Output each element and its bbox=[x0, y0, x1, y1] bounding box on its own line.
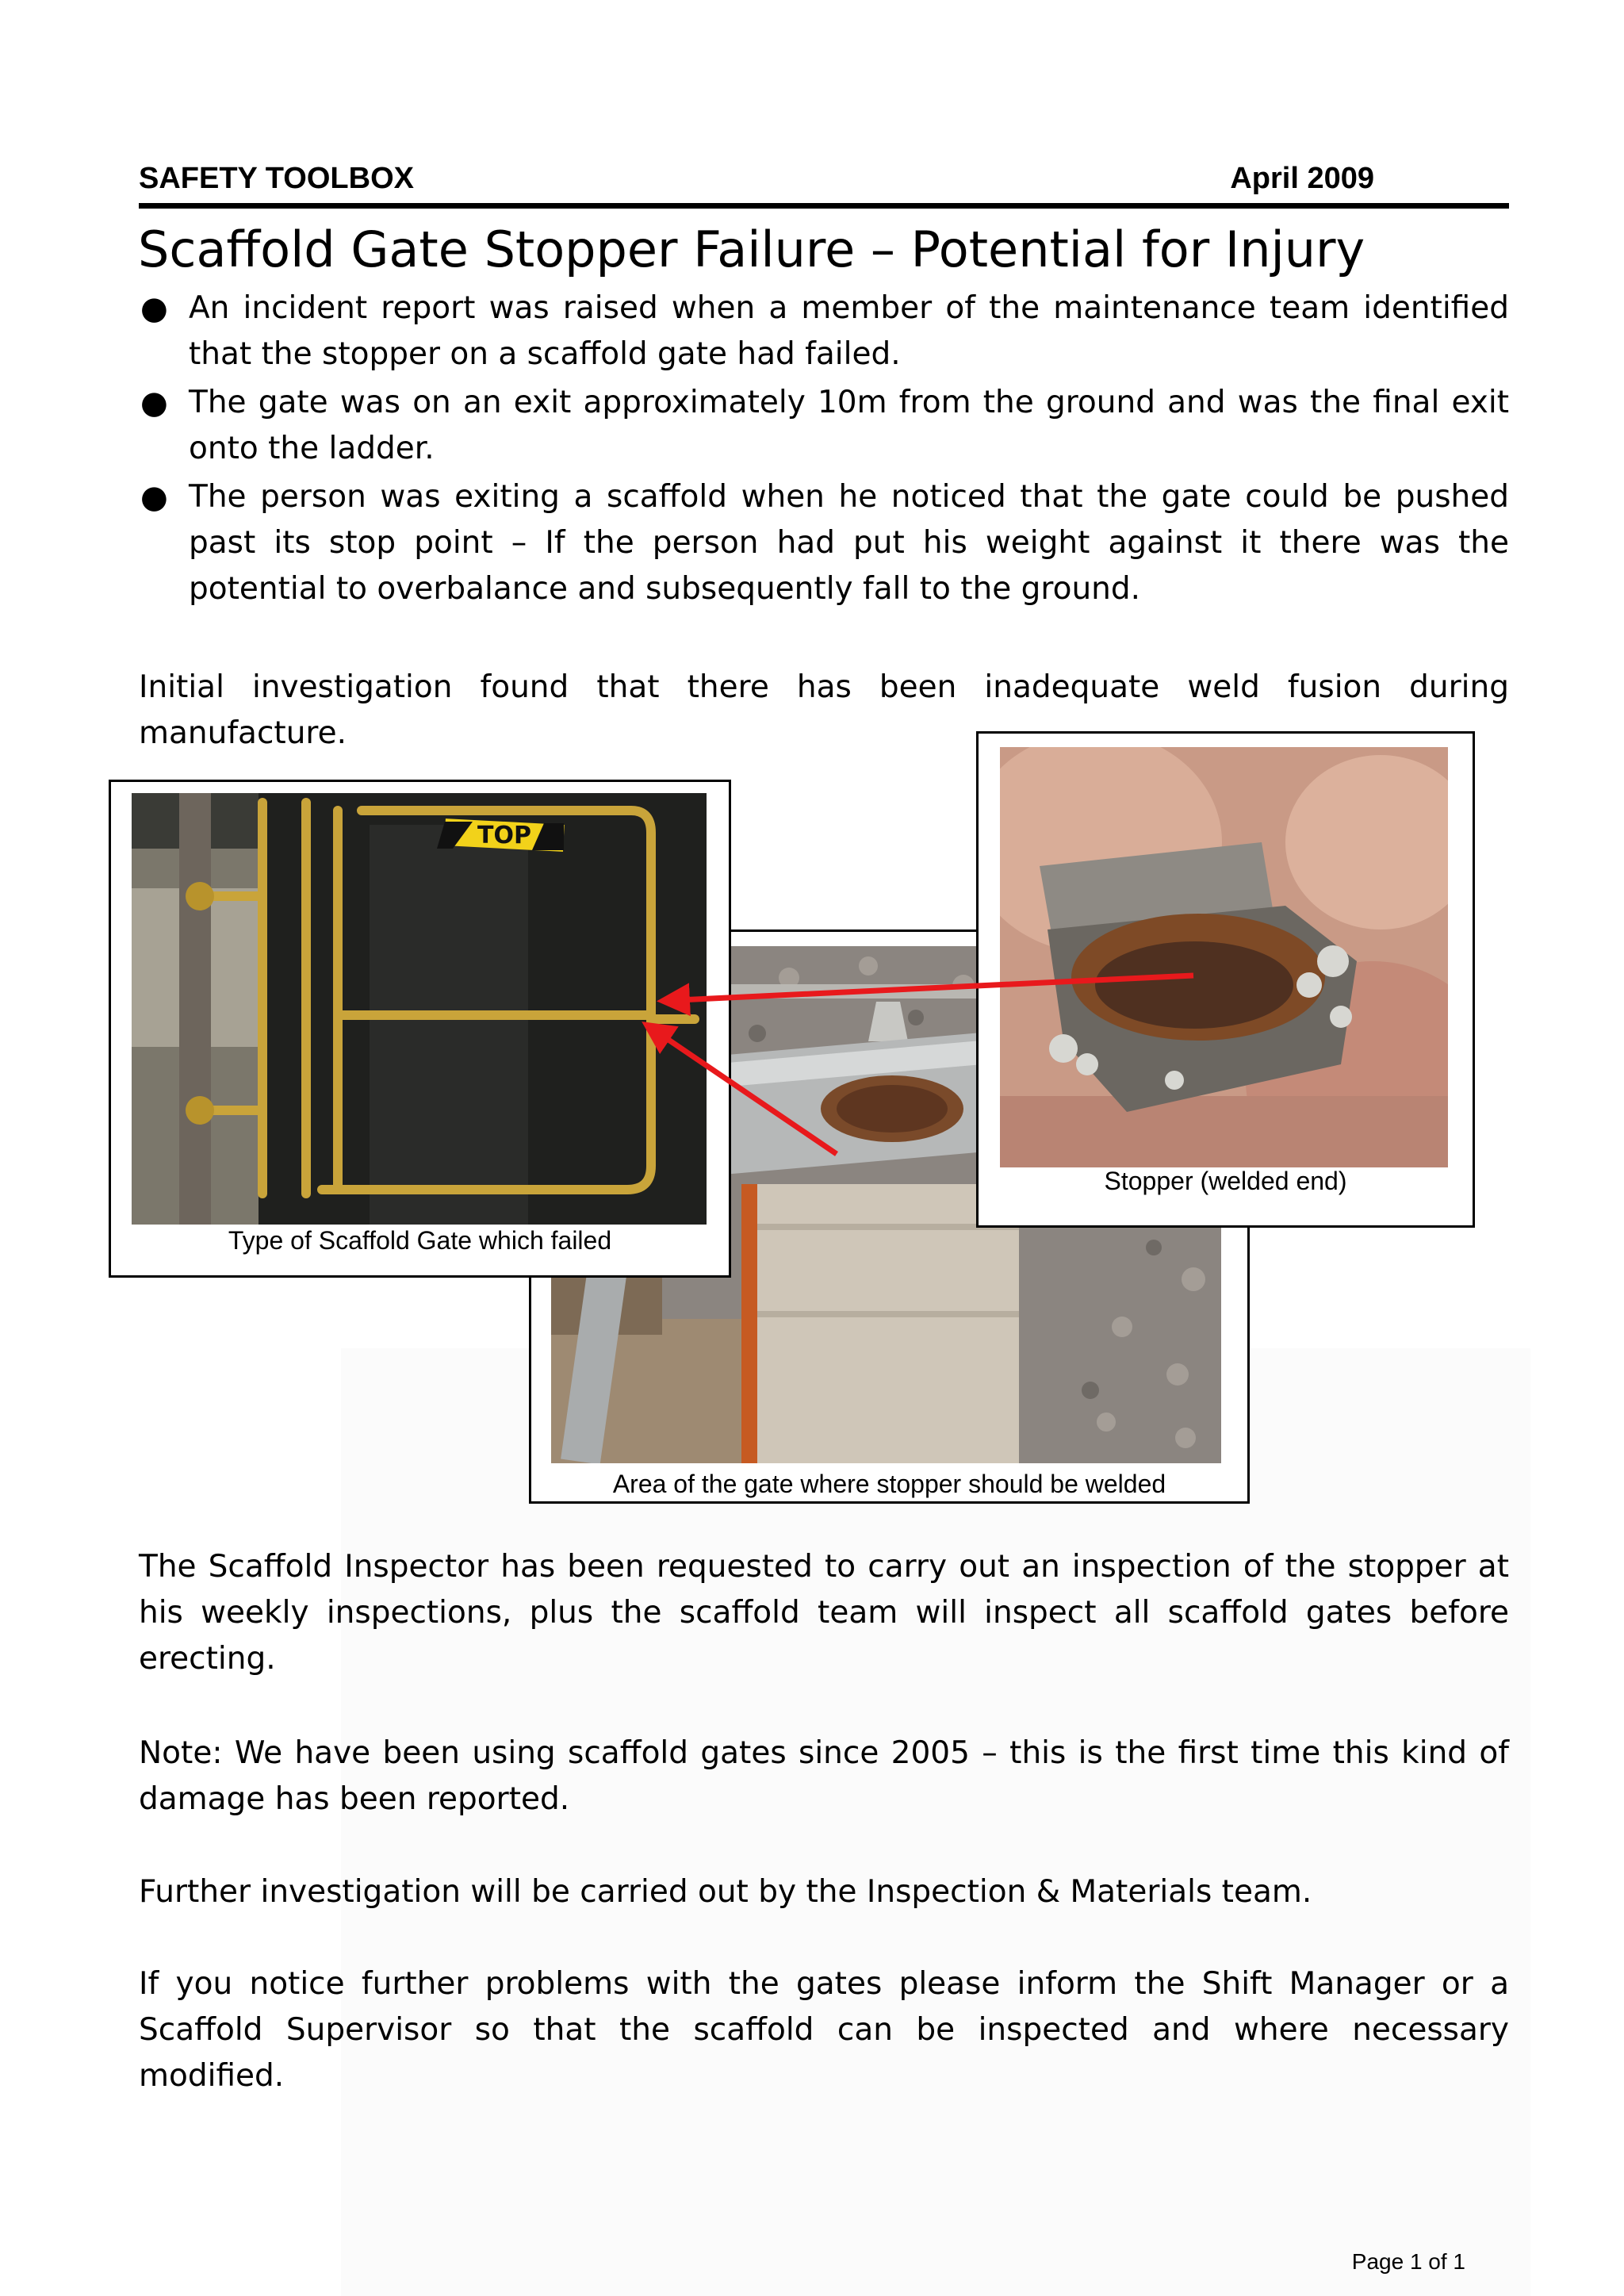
header-date: April 2009 bbox=[1230, 162, 1374, 195]
bullet-text: The person was exiting a scaffold when he noticed that the gate could be pushed past its stop point – If the person had put his weight against it there was the potential to overbalance and subsequently fall to the ground. bbox=[189, 479, 1509, 607]
document-header bbox=[139, 159, 1509, 209]
bullet-text: The gate was on an exit approximately 10m from the ground and was the final exit onto the ladder. bbox=[189, 385, 1509, 466]
document-title: Scaffold Gate Stopper Failure – Potential for Injury bbox=[138, 220, 1365, 278]
further-investigation-paragraph: Further investigation will be carried out by the Inspection & Materials team. bbox=[139, 1874, 1312, 1910]
inspection-paragraph: The Scaffold Inspector has been requested to carry out an inspection of the stopper at his weekly inspections, plus the scaffold team will inspect all scaffold gates before erecting. bbox=[139, 1549, 1509, 1677]
photo-stopper bbox=[976, 731, 1475, 1228]
stopper-image bbox=[1000, 747, 1448, 1167]
bullet-icon: ● bbox=[140, 479, 168, 516]
scaffold-gate-image bbox=[132, 793, 707, 1225]
weld-area-caption: Area of the gate where stopper should be welded bbox=[612, 1470, 1166, 1498]
bullet-item bbox=[139, 380, 1509, 472]
bullet-item bbox=[139, 474, 1509, 612]
scaffold-gate-caption: Type of Scaffold Gate which failed bbox=[228, 1226, 612, 1255]
stopper-caption: Stopper (welded end) bbox=[1104, 1167, 1347, 1195]
bullet-icon: ● bbox=[140, 290, 168, 327]
investigation-paragraph: Initial investigation found that there has been inadequate weld fusion during manufacture. bbox=[139, 669, 1509, 751]
bullet-icon: ● bbox=[140, 385, 168, 421]
bullet-text: An incident report was raised when a member of the maintenance team identified that the stopper on a scaffold gate had failed. bbox=[189, 290, 1509, 372]
gate-top-label: TOP bbox=[477, 822, 531, 849]
page-number: Page 1 of 1 bbox=[1351, 2249, 1465, 2274]
reporting-paragraph: If you notice further problems with the gates please inform the Shift Manager or a Scaffold Supervisor so that the scaffold can be inspected and where necessary modified. bbox=[139, 1966, 1509, 2094]
header-label: SAFETY TOOLBOX bbox=[139, 162, 414, 195]
photo-scaffold-gate bbox=[109, 780, 731, 1278]
bullet-item bbox=[139, 286, 1509, 378]
note-paragraph: Note: We have been using scaffold gates since 2005 – this is the first time this kind of damage has been reported. bbox=[139, 1735, 1509, 1817]
incident-bullet-list bbox=[139, 286, 1509, 615]
